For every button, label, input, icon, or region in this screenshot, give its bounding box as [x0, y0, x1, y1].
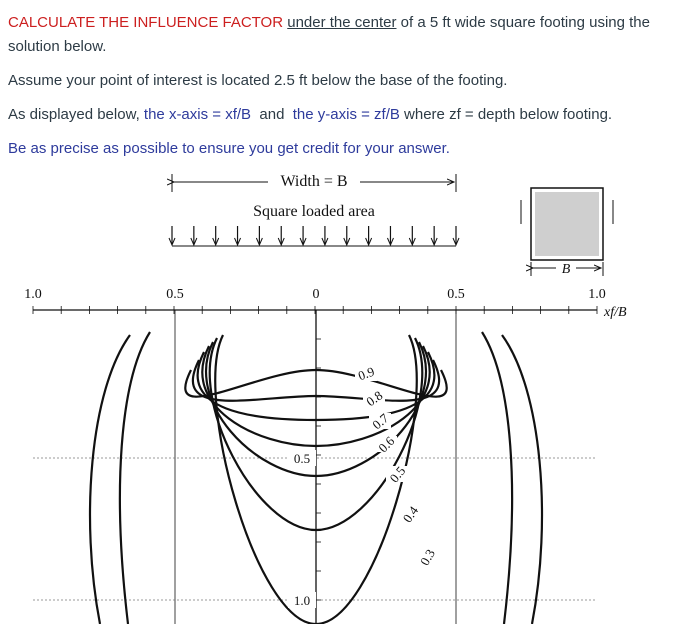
assume-text: Assume your point of interest is located 2.5 ft below the base of the footing.: [8, 72, 508, 89]
contour-label-0-9: 0.9: [355, 363, 377, 384]
contour-label-0-8: 0.8: [363, 387, 386, 410]
question-line-1-rest: of a 5 ft wide square footing using the: [396, 14, 650, 31]
question-line-2: solution below.: [8, 38, 107, 55]
axes-suffix: where zf = depth below footing.: [399, 106, 613, 123]
contour-label-0-4: 0.4: [399, 503, 422, 526]
influence-chart: [0, 160, 700, 624]
width-label: Width = B: [280, 173, 348, 190]
question-line-1: [8, 12, 688, 34]
area-label: Square loaded area: [253, 203, 375, 220]
contour-label-0-6: 0.6: [375, 433, 398, 456]
axes-text: [8, 104, 688, 126]
x-tick-5: 1.0: [588, 287, 606, 302]
load-arrows: [169, 226, 459, 246]
contour-label-0-5: 0.5: [386, 463, 409, 486]
depth-label-1-0: 1.0: [293, 593, 311, 608]
question-underlined: under the center: [287, 14, 397, 31]
y-axis-definition: the y-axis = zf/B: [292, 106, 400, 123]
x-tick-3: 0: [312, 287, 320, 302]
outer-curve-right-2: [482, 332, 512, 624]
x-tick-labels: [24, 287, 606, 302]
axes-mid: and: [251, 106, 293, 123]
question-highlight: CALCULATE THE INFLUENCE FACTOR: [8, 14, 284, 31]
x-tick-4: 0.5: [447, 287, 465, 302]
width-dimension: [172, 173, 456, 192]
x-axis-definition: the x-axis = xf/B: [143, 106, 252, 123]
axes-prefix: As displayed below,: [8, 106, 144, 123]
x-tick-2: 0.5: [166, 287, 184, 302]
x-axis-title: xf/B: [604, 305, 627, 320]
contour-label-0-7: 0.7: [369, 410, 392, 433]
outer-curve-left-2: [120, 332, 150, 624]
contour-label-0-3: 0.3: [416, 546, 438, 569]
precision-note: Be as precise as possible to ensure you get credit for your answer.: [8, 140, 450, 157]
b-label: B: [561, 262, 571, 277]
square-inset: [521, 188, 613, 277]
x-tick-1: 1.0: [24, 287, 42, 302]
depth-label-0-5: 0.5: [293, 451, 311, 466]
